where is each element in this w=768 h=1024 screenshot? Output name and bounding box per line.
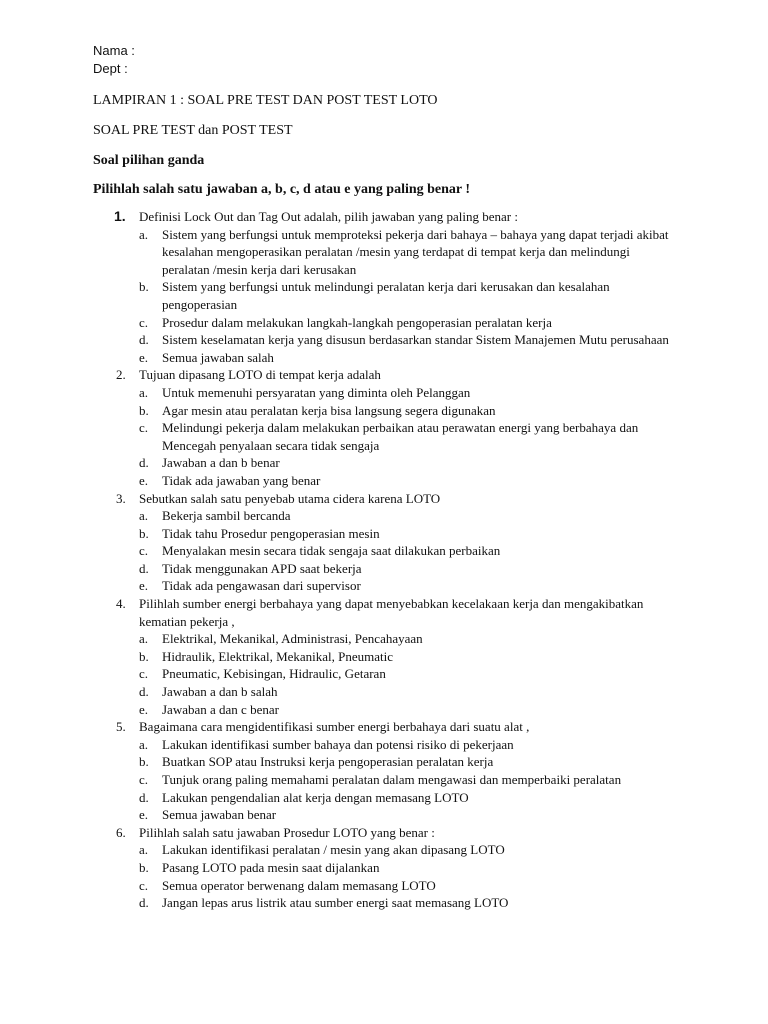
question-number: 2.	[116, 367, 126, 383]
answer-option	[0, 384, 768, 402]
section-heading: Soal pilihan ganda	[93, 153, 205, 168]
answer-option	[0, 630, 768, 648]
option-text: Sistem keselamatan kerja yang disusun berdasarkan standar Sistem Manajemen Mutu perusahaan	[162, 332, 669, 348]
answer-option	[0, 226, 768, 279]
answer-option	[0, 859, 768, 877]
option-list	[0, 507, 768, 595]
option-letter: d.	[139, 789, 149, 805]
option-letter: a.	[139, 508, 149, 524]
dept-label: Dept :	[93, 61, 128, 76]
answer-option	[0, 683, 768, 701]
option-letter: c.	[139, 877, 149, 893]
answer-option	[0, 507, 768, 525]
answer-option	[0, 736, 768, 754]
option-text: Semua operator berwenang dalam memasang LOTO	[162, 877, 436, 893]
answer-option	[0, 419, 768, 454]
option-letter: c.	[139, 666, 149, 682]
lampiran-title: LAMPIRAN 1 : SOAL PRE TEST DAN POST TEST LOTO	[93, 93, 438, 108]
answer-option	[0, 525, 768, 543]
option-letter: a.	[139, 384, 149, 400]
option-letter: b.	[139, 754, 149, 770]
question-item	[0, 824, 768, 912]
option-text: Lakukan identifikasi peralatan / mesin yang akan dipasang LOTO	[162, 842, 505, 858]
answer-option	[0, 349, 768, 367]
option-text: Pasang LOTO pada mesin saat dijalankan	[162, 859, 380, 875]
option-list	[0, 736, 768, 824]
option-text: Tidak menggunakan APD saat bekerja	[162, 560, 362, 576]
option-text: Hidraulik, Elektrikal, Mekanikal, Pneumatic	[162, 648, 394, 664]
option-text: Tidak tahu Prosedur pengoperasian mesin	[162, 525, 380, 541]
answer-option	[0, 894, 768, 912]
option-letter: e.	[139, 349, 149, 365]
answer-option	[0, 278, 768, 313]
option-text: Lakukan identifikasi sumber bahaya dan potensi risiko di pekerjaan	[162, 736, 514, 752]
option-text: Jawaban a dan b salah	[162, 684, 278, 700]
option-letter: e.	[139, 701, 149, 717]
option-text: Tunjuk orang paling memahami peralatan dalam mengawasi dan memperbaiki peralatan	[162, 772, 622, 787]
option-text: Elektrikal, Mekanikal, Administrasi, Pencahayaan	[162, 631, 423, 647]
option-letter: b.	[139, 279, 149, 295]
option-text: Prosedur dalam melakukan langkah-langkah pengoperasian peralatan kerja	[162, 314, 552, 330]
option-list	[0, 226, 768, 367]
answer-option	[0, 454, 768, 472]
answer-option	[0, 877, 768, 895]
option-letter: c.	[139, 314, 149, 330]
option-text: Pneumatic, Kebisingan, Hidraulic, Getaran	[162, 666, 386, 682]
option-letter: b.	[139, 525, 149, 541]
question-number: 6.	[116, 824, 126, 840]
option-letter: b.	[139, 859, 149, 875]
option-text: Agar mesin atau peralatan kerja bisa langsung segera digunakan	[162, 402, 496, 418]
answer-option	[0, 753, 768, 771]
answer-option	[0, 806, 768, 824]
answer-option	[0, 789, 768, 807]
option-text: Sistem yang berfungsi untuk memproteksi pekerja dari bahaya – bahaya yang dapat terjadi akibat kesalahan mengoperasikan peralatan /mesin yang terdapat di tempat kerja dan melindungi peralatan /mesin kerja dari kerusakan	[162, 226, 669, 277]
soal-title: SOAL PRE TEST dan POST TEST	[93, 123, 293, 138]
option-list	[0, 630, 768, 718]
question-item	[0, 366, 768, 489]
question-item	[0, 208, 768, 366]
answer-option	[0, 314, 768, 332]
answer-option	[0, 841, 768, 859]
question-text: Tujuan dipasang LOTO di tempat kerja adalah	[139, 367, 381, 383]
option-letter: d.	[139, 455, 149, 471]
option-letter: d.	[139, 332, 149, 348]
option-text: Sistem yang berfungsi untuk melindungi peralatan kerja dari kerusakan dan kesalahan pengoperasian	[162, 279, 610, 312]
question-number: 1.	[114, 208, 126, 224]
option-letter: e.	[139, 578, 149, 594]
answer-option	[0, 577, 768, 595]
question-text: Pilihlah sumber energi berbahaya yang dapat menyebabkan kecelakaan kerja dan mengakibatkan kematian pekerja ,	[139, 596, 644, 629]
option-letter: e.	[139, 472, 149, 488]
question-text: Definisi Lock Out dan Tag Out adalah, pilih jawaban yang paling benar :	[139, 209, 518, 224]
option-list	[0, 841, 768, 911]
option-letter: a.	[139, 226, 149, 242]
option-text: Semua jawaban salah	[162, 349, 274, 365]
option-text: Untuk memenuhi persyaratan yang diminta oleh Pelanggan	[162, 384, 471, 400]
question-text: Pilihlah salah satu jawaban Prosedur LOTO yang benar :	[139, 824, 435, 840]
option-letter: b.	[139, 648, 149, 664]
option-letter: d.	[139, 684, 149, 700]
answer-option	[0, 771, 768, 789]
question-number: 5.	[116, 719, 126, 735]
option-text: Buatkan SOP atau Instruksi kerja pengoperasian peralatan kerja	[162, 754, 494, 770]
answer-option	[0, 331, 768, 349]
option-text: Jawaban a dan b benar	[162, 455, 280, 471]
question-text: Bagaimana cara mengidentifikasi sumber energi berbahaya dari suatu alat ,	[139, 719, 530, 735]
option-text: Jawaban a dan c benar	[162, 701, 279, 717]
question-list	[0, 208, 768, 912]
question-item	[0, 490, 768, 596]
option-list	[0, 384, 768, 490]
option-letter: a.	[139, 631, 149, 647]
option-text: Jangan lepas arus listrik atau sumber energi saat memasang LOTO	[162, 895, 509, 911]
answer-option	[0, 472, 768, 490]
option-letter: c.	[139, 543, 149, 559]
answer-option	[0, 542, 768, 560]
question-item	[0, 595, 768, 718]
option-letter: b.	[139, 402, 149, 418]
option-text: Melindungi pekerja dalam melakukan perbaikan atau perawatan energi yang berbahaya dan Mencegah penyalaan secara tidak sengaja	[162, 420, 639, 453]
name-label: Nama :	[93, 43, 135, 58]
option-text: Lakukan pengendalian alat kerja dengan memasang LOTO	[162, 789, 469, 805]
instruction-text: Pilihlah salah satu jawaban a, b, c, d atau e yang paling benar !	[93, 182, 471, 197]
option-letter: e.	[139, 807, 149, 823]
option-letter: d.	[139, 560, 149, 576]
option-text: Bekerja sambil bercanda	[162, 508, 291, 524]
option-letter: c.	[139, 420, 149, 436]
option-letter: a.	[139, 736, 149, 752]
option-text: Semua jawaban benar	[162, 807, 277, 823]
question-number: 3.	[116, 490, 126, 506]
question-text: Sebutkan salah satu penyebab utama cidera karena LOTO	[139, 490, 441, 506]
answer-option	[0, 648, 768, 666]
option-letter: d.	[139, 895, 149, 911]
question-item	[0, 718, 768, 824]
answer-option	[0, 402, 768, 420]
option-text: Tidak ada jawaban yang benar	[162, 472, 321, 488]
answer-option	[0, 560, 768, 578]
question-number: 4.	[116, 596, 126, 612]
answer-option	[0, 665, 768, 683]
answer-option	[0, 701, 768, 719]
option-text: Menyalakan mesin secara tidak sengaja saat dilakukan perbaikan	[162, 543, 501, 559]
option-letter: c.	[139, 772, 149, 787]
option-letter: a.	[139, 842, 149, 858]
option-text: Tidak ada pengawasan dari supervisor	[162, 578, 361, 594]
